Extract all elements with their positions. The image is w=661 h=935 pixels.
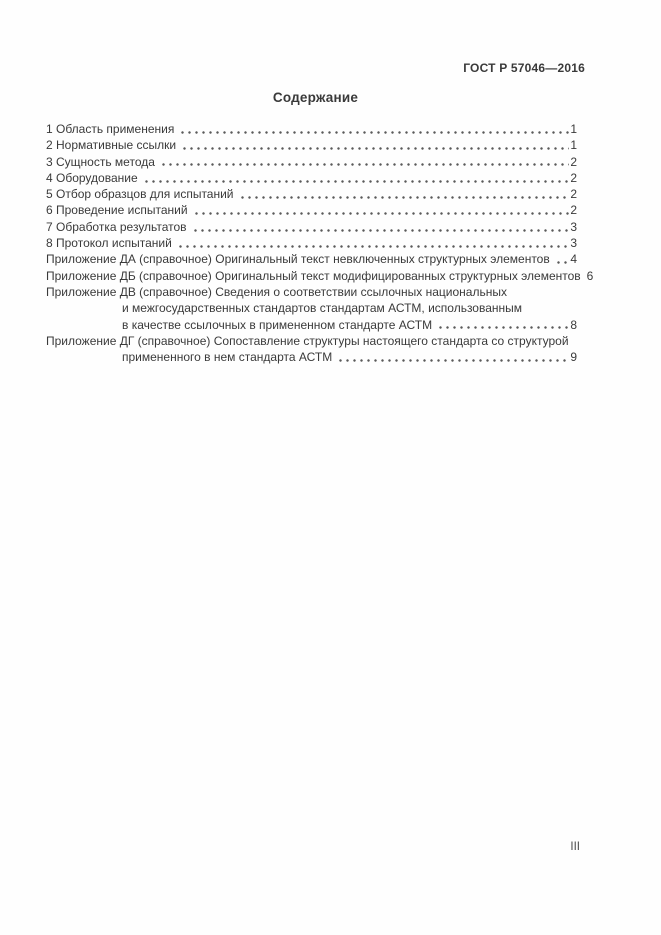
toc-entry (46, 121, 577, 137)
toc-entry-text: и межгосударственных стандартов стандартам АСТМ, использованным (122, 301, 523, 316)
toc-entry (46, 251, 577, 267)
toc-page-number: 3 (570, 219, 577, 234)
toc-entry (46, 219, 577, 235)
toc-entry (46, 154, 577, 170)
toc-entry-text: 6 Проведение испытаний (46, 203, 188, 218)
toc-entry (46, 202, 577, 218)
toc-entry-text: 1 Область применения (46, 122, 175, 136)
toc-page-number: 1 (570, 138, 577, 153)
toc-dot-leader (143, 170, 570, 186)
toc-entry (46, 317, 577, 333)
toc-entry-text: в качестве ссылочных в примененном стандарте АСТМ (122, 317, 433, 332)
toc-page-number: 3 (570, 236, 577, 251)
toc-page-number: 2 (570, 203, 577, 218)
toc-page-number: 4 (570, 252, 577, 267)
toc-page-number: 2 (570, 154, 577, 169)
toc-entry-text: примененного в нем стандарта АСТМ (122, 350, 333, 365)
toc-entry-text: 8 Протокол испытаний (46, 236, 172, 251)
toc-dot-leader (437, 317, 569, 333)
toc-entry-text: Приложение ДБ (справочное) Оригинальный текст модифицированных структурных элементов (46, 268, 581, 283)
toc-entry (46, 137, 577, 153)
toc-dot-leader (555, 251, 570, 267)
toc-entry-text: 2 Нормативные ссылки (46, 138, 177, 153)
toc-entry (46, 349, 577, 365)
toc-dot-leader (337, 349, 569, 365)
toc-entry (46, 186, 577, 202)
toc-entry (46, 170, 577, 186)
toc-dot-leader (181, 137, 569, 153)
toc-entry-text: Приложение ДГ (справочное) Сопоставление структуры настоящего стандарта со структурой (46, 333, 569, 348)
toc-entry-text: 4 Оборудование (46, 170, 138, 185)
page-content (46, 0, 594, 935)
toc-page-number: 8 (570, 317, 577, 332)
toc-entry (46, 333, 577, 349)
toc-dot-leader (192, 219, 570, 235)
footer-page-number: III (570, 841, 580, 853)
page-title: Содержание (272, 90, 359, 105)
toc-dot-leader (239, 186, 570, 202)
toc-dot-leader (179, 121, 569, 137)
document-code: ГОСТ Р 57046—2016 (463, 61, 585, 75)
table-of-contents (46, 121, 594, 365)
toc-entry-text: 3 Сущность метода (46, 154, 155, 169)
toc-page-number: 9 (570, 350, 577, 365)
toc-dot-leader (193, 202, 570, 218)
toc-entry-text: 5 Отбор образцов для испытаний (46, 187, 234, 202)
toc-page-number: 2 (570, 170, 577, 185)
toc-dot-leader (160, 154, 569, 170)
toc-entry-text: Приложение ДА (справочное) Оригинальный текст невключенных структурных элементов (46, 252, 550, 267)
toc-dot-leader (177, 235, 570, 251)
toc-entry (46, 300, 577, 316)
toc-page-number: 2 (570, 187, 577, 202)
toc-entry-text: Приложение ДВ (справочное) Сведения о соответствии ссылочных национальных (46, 284, 507, 299)
toc-entry (46, 268, 594, 284)
toc-page-number: 6 (586, 268, 594, 283)
toc-entry-text: 7 Обработка результатов (46, 219, 187, 234)
toc-entry (46, 235, 577, 251)
toc-page-number: 1 (570, 122, 577, 136)
toc-entry (46, 284, 577, 300)
